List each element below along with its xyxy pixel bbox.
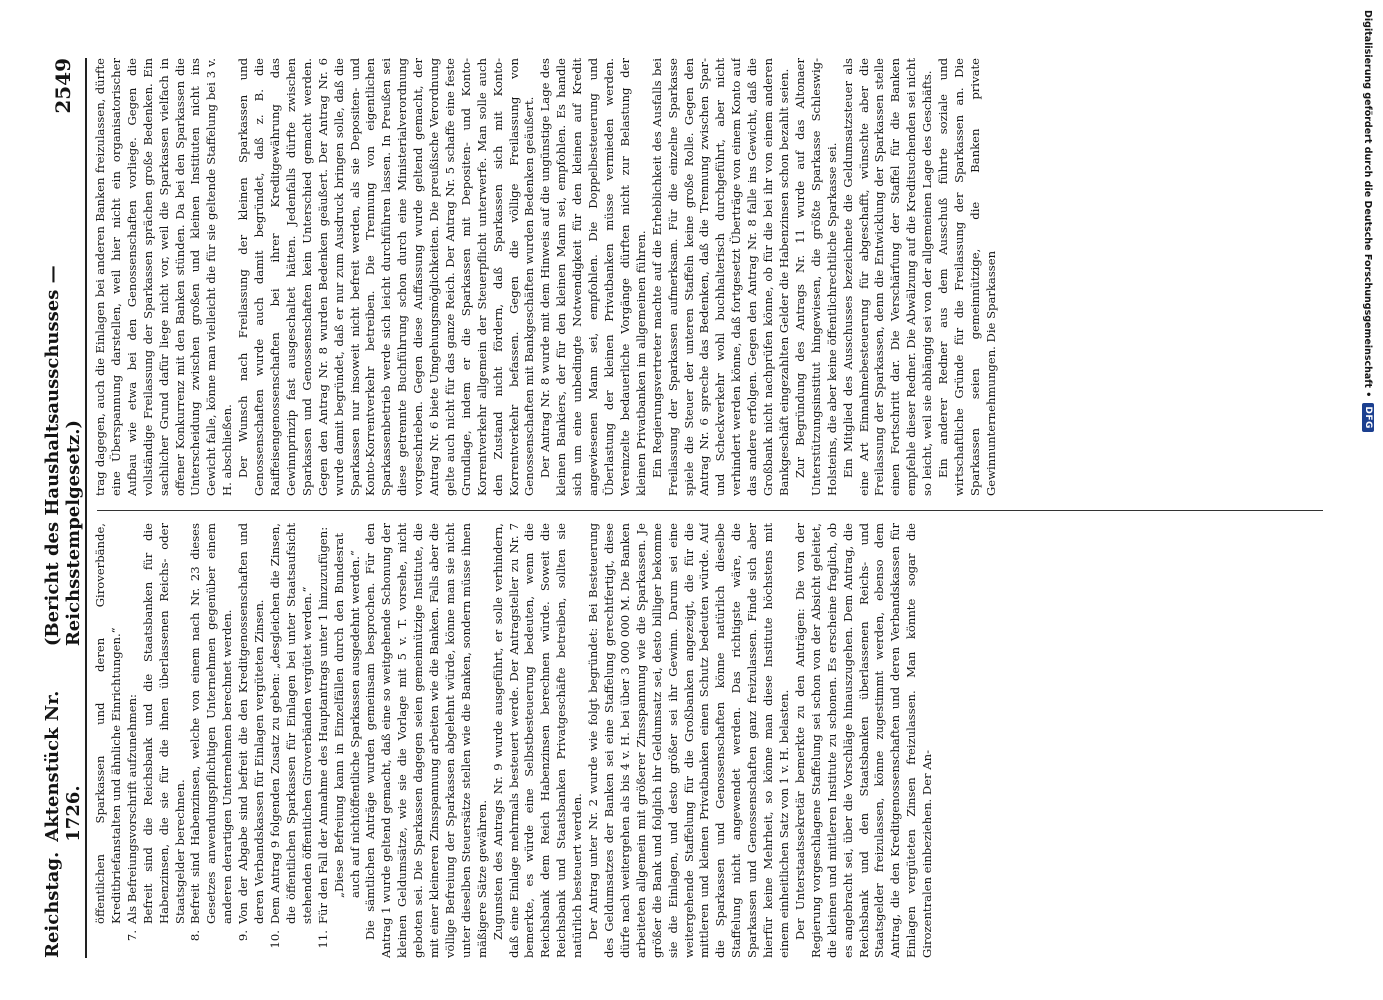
item-number: 11.	[315, 930, 330, 949]
page-number: 2549	[51, 58, 75, 114]
header-title: (Bericht des Haushaltsausschusses — Reichsstempelgesetz.)	[42, 265, 84, 647]
item-number: 8.	[188, 930, 203, 942]
item-text: Für den Fall der Annahme des Hauptantrags unter 1 hinzuzufügen:	[315, 526, 330, 924]
digitization-note	[1359, 10, 1377, 710]
paragraph: Ein Mitglied des Ausschusses bezeichnete die Geldumsatzsteuer als eine Art Einnahmebesteuerung für abgeschafft, wünschte aber die Freilassung der Sparkassen, denn die Entwicklung der Sparkassen stelle einen Fortschritt dar. Die Verschärfung der Staffel für die Banken empfehle dieser Redner. Die Abwälzung auf die Kreditsuchenden sei nicht so leicht, weil sie abhängig sei von der allgemeinen Lage des Geschäfts.	[840, 58, 935, 496]
paragraph: Ein Regierungsvertreter machte auf die Erheblichkeit des Ausfalls bei Freilassung der Sparkassen aufmerksam. Für die einzelne Sparkasse spiele die Steuer der unteren Staffeln keine große Rolle. Gegen den Antrag Nr. 6 spreche das Bedenken, daß die Trennung zwischen Spar- und Scheckverkehr wohl buchhalterisch durchgeführt, aber nicht verhindert werden könne, daß fortgesetzt Überträge von einem Konto auf das andere erfolgen. Gegen den Antrag Nr. 8 falle ins Gewicht, daß die Großbank nicht nachprüfen könne, ob für die bei ihr von einem anderen Bankgeschäft eingezahlten Gelder die Habenzinsen schon bezahlt seien.	[649, 58, 791, 496]
list-item	[188, 523, 236, 958]
item-number	[141, 924, 189, 958]
header-document-number: Aktenstück Nr. 1726.	[42, 690, 84, 842]
paragraph: trag dagegen, auch die Einlagen bei anderen Banken freizulassen, dürfte eine Überspannung darstellen, weil hier nicht ein organisatorischer Aufbau wie etwa bei den Genossenschaften vorliege. Gegen die vollständige Freilassung der Sparkassen sprächen große Bedenken. Ein sachlicher Grund dafür liege nicht vor, weil die Sparkassen vielfach in offener Konkurrenz mit den Banken stünden. Da bei den Sparkassen die Unterscheidung zwischen großen und kleinen Instituten nicht ins Gewicht falle, könne man vielleicht die für sie geltende Staffelung bei 3 v. H. abschließen.	[93, 58, 235, 496]
paragraph: Der Antrag unter Nr. 2 wurde wie folgt begründet: Bei Besteuerung des Geldumsatzes der Banken sei eine Staffelung gerechtfertigt, diese dürfe nach weitergehen als bis 4 v. H. bei über 3 000 000 M. Die Banken arbeiteten allgemein mit größerer Zinsspannung wie die Sparkassen. Je größer die Bank und folglich ihr Geldumsatz sei, desto billiger bekomme sie die Einlagen, und desto größer sei ihr Gewinn. Darum sei eine weitergehende Staffelung für die Großbanken angezeigt, die für die mittleren und kleinen Privatbanken einen Schutz bedeuten würde. Auf die Sparkassen und Genossenschaften könne natürlich dieselbe Staffelung nicht angewendet werden. Das richtigste wäre, die Sparkassen und Genossenschaften ganz freizulassen. Finde sich aber hierfür keine Mehrheit, so könne man diese Institute höchstens mit einem einheitlichen Satz von 1 v. H. belasten.	[586, 523, 791, 958]
item-text: Befreit sind die Reichsbank und die Staatsbanken für die Habenzinsen, die sie für die ihnen überlassenen Reichs- oder Staatsgelder berechnen.	[140, 523, 187, 924]
header-reichstag: Reichstag.	[42, 851, 63, 958]
paragraph: Zugunsten des Antrags Nr. 9 wurde ausgeführt, er solle verhindern, daß eine Einlage mehrmals besteuert werde. Der Antragsteller zu Nr. 7 bemerkte, es würde eine Selbstbesteuerung bedeuten, wenn die Reichsbank dem Reich Habenzinsen berechnen würde. Soweit die Reichsbank und Staatsbanken Privatgeschäfte betreiben, sollten sie natürlich besteuert werden.	[490, 523, 585, 958]
item-text: Befreit sind Habenzinsen, welche von einem nach Nr. 23 dieses Gesetzes anwendungspflichtigen Unternehmen gegenüber einem anderen derartigen Unternehmen berechnet werden.	[188, 523, 235, 924]
paragraph: Der Unterstaatssekretär bemerkte zu den Anträgen: Die von der Regierung vorgeschlagene Staffelung sei schon von der Absicht geleitet, die kleinen und mittleren Institute zu schonen. Es erscheine fraglich, ob es angebracht sei, über die Vorschläge hinauszugehen. Dem Antrag, die Reichsbank und den Staatsbanken überlassenen Reichs- und Staatsgelder freizulassen, könne zugestimmt werden, ebenso dem Antrag, die den Kreditgenossenschaften und deren Verbandskassen für Einlagen vergüteten Zinsen freizulassen. Man könnte sogar die Girozentralen einbeziehen. Der An-	[792, 523, 935, 958]
item-number: 9.	[236, 930, 251, 942]
paragraph: Die sämtlichen Anträge wurden gemeinsam besprochen. Für den Antrag 1 wurde geltend gemacht, daß eine so weitgehende Schonung der kleinen Geldumsätze, wie sie die Vorlage mit 5 v. T. vorsehe, nicht geboten sei. Die Sparkassen dagegen seien gemeinnützige Institute, die mit einer kleineren Zinsspannung arbeiten wie die Banken. Falls aber die völlige Befreiung der Sparkassen abgelehnt würde, könne man sie nicht unter dieselben Steuersätze stellen wie die Banken, sondern müsse ihnen mäßigere Sätze gewähren.	[363, 523, 489, 958]
left-column	[93, 523, 1329, 958]
dfg-logo-badge: DFG	[1362, 403, 1374, 432]
rotated-document-page	[41, 58, 1333, 958]
paragraph: Der Antrag Nr. 8 wurde mit dem Hinweis auf die ungünstige Lage des kleinen Bankiers, der für den kleinen Mann sei, empfohlen. Es handle sich um eine unbedingte Notwendigkeit für den kleinen auf Kredit angewiesenen Mann sei, empfohlen. Die Doppelbesteuerung und Überlastung der kleinen Privatbanken müsse vermieden werden. Vereinzelte bedauerliche Vorgänge dürften nicht zur Belastung der kleinen Privatbanken im allgemeinen führen.	[538, 58, 648, 496]
column-divider	[97, 510, 1323, 511]
left-lead-text: öffentlichen Sparkassen und deren Giroverbände, Kreditbriefanstalten und ähnliche Einrichtungen.“	[93, 523, 123, 924]
text-columns	[93, 58, 1329, 958]
list-item	[268, 523, 316, 958]
item-text: Von der Abgabe sind befreit die den Kreditgenossenschaften und deren Verbandskassen für Einlagen vergüteten Zinsen.	[236, 523, 267, 924]
item-number: 10.	[267, 930, 282, 949]
paragraph: Zur Begründung des Antrags Nr. 11 wurde auf das Altonaer Unterstützungsinstitut hingewiesen, die größte Sparkasse Schleswig-Holsteins, die aber keine öffentlichrechtliche Sparkasse sei.	[792, 58, 839, 496]
item-text: Dem Antrag 9 folgenden Zusatz zu geben: „desgleichen die Zinsen, die öffentlichen Sparkassen für Einlagen bei unter Staatsaufsicht stehenden öffentlichen Giroverbänden vergütet werden.“	[267, 523, 314, 924]
quoted-amendment: „Diese Befreiung kann in Einzelfällen durch den Bundesrat auch auf nichtöffentliche Sparkassen ausgedehnt werden.“	[331, 533, 362, 898]
digitization-text: Digitalisierung gefördert durch die Deutsche Forschungsgemeinschaft •	[1362, 10, 1374, 398]
list-item	[125, 523, 141, 958]
paragraph: Der Wunsch nach Freilassung der kleinen Sparkassen und Genossenschaften wurde auch damit begründet, daß z. B. die Raiffeisengenossenschaften bei ihrer Kreditgewährung das Gewinnprinzip fast ausgeschaltet hätten. Jedenfalls dürfte zwischen Sparkassen und Genossenschaften kein Unterschied gemacht werden. Gegen den Antrag Nr. 8 wurden Bedenken geäußert. Der Antrag Nr. 6 wurde damit begründet, daß er nur zum Ausdruck bringen solle, daß die Sparkassen nur insoweit nicht befreit werden, als sie Depositen- und Konto-Korrentverkehr betreiben. Die Trennung von eigentlichen Sparkassenbetrieb werde sich leicht durchführen lassen. In Preußen sei diese getrennte Buchführung schon durch eine Ministerialverordnung vorgeschrieben. Gegen diese Auffassung wurde geltend gemacht, der Antrag Nr. 6 biete Umgehungsmöglichkeiten. Die preußische Verordnung gelte auch nicht für das ganze Reich. Der Antrag Nr. 5 schaffe eine feste Grundlage, indem er die Sparkassen mit Depositen- und Konto-Korrentverkehr allgemein der Steuerpflicht unterwerfe. Man solle auch den Zustand nicht fördern, daß Sparkassen sich mit Konto-Korrentverkehr befassen. Gegen die völlige Freilassung von Genossenschaften mit Bankgeschäften wurden Bedenken geäußert.	[236, 58, 537, 496]
item-number: 7.	[124, 930, 139, 942]
list-item	[236, 523, 268, 958]
page-header	[41, 58, 87, 958]
item-text: Als Befreiungsvorschrift aufzunehmen:	[124, 694, 139, 924]
paragraph: Ein anderer Redner aus dem Ausschuß führte soziale und wirtschaftliche Gründe für die Freilassung der Sparkassen an. Die Sparkassen seien gemeinnützige, die Banken private Gewinnunternehmungen. Die Sparkassen	[936, 58, 998, 496]
list-item	[141, 523, 189, 958]
list-item	[316, 523, 332, 958]
right-column	[93, 58, 1329, 496]
